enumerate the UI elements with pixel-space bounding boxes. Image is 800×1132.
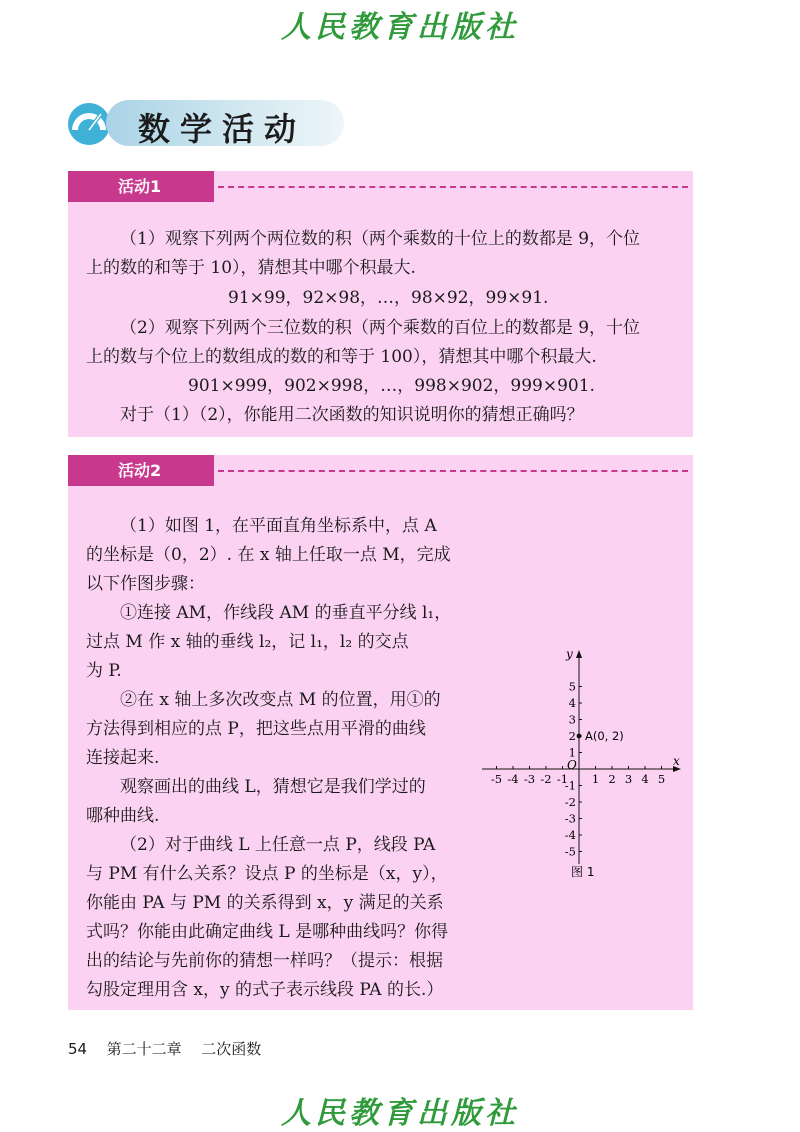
y-tick-label: -5 (564, 844, 576, 859)
activity-2-text-line: 式吗？你能由此确定曲线 L 是哪种曲线吗？你得 (86, 922, 449, 942)
x-tick-label: 2 (608, 772, 616, 786)
activity-2-text-line: 你能由 PA 与 PM 的关系得到 x，y 满足的关系 (86, 893, 444, 913)
point-a (577, 734, 582, 739)
x-tick-label: -3 (523, 772, 536, 786)
y-tick-label: -1 (564, 778, 576, 793)
activity-2-text-line: ①连接 AM，作线段 AM 的垂直平分线 l₁， (120, 603, 452, 623)
activity-1-label: 活动1 (68, 171, 214, 202)
y-tick-label: -4 (564, 828, 576, 842)
publisher-footer: 人民教育出版社 (281, 1096, 519, 1131)
y-tick-label: 2 (568, 729, 576, 743)
x-tick-label: 4 (641, 772, 649, 786)
activity-1-text-line: （1）观察下列两个两位数的积（两个乘数的十位上的数都是 9，个位 (120, 229, 641, 249)
figure-caption: 图 1 (571, 865, 595, 879)
publisher-header: 人民教育出版社 (281, 10, 519, 45)
activity-2-text-line: 与 PM 有什么关系？设点 P 的坐标是（x，y）， (86, 864, 448, 884)
axes (482, 650, 681, 864)
x-axis-label: x (673, 754, 680, 768)
x-tick-label: -1 (556, 772, 569, 786)
activity-2-text-line: 过点 M 作 x 轴的垂线 l₂，记 l₁，l₂ 的交点 (86, 632, 409, 652)
figure-1-coordinate-plane (476, 646, 691, 886)
activity-2-text-line: 的坐标是（0，2）. 在 x 轴上任取一点 M，完成 (86, 545, 451, 565)
x-tick-label: 5 (657, 772, 666, 786)
y-tick-label: 4 (568, 696, 576, 710)
activity-2-divider (218, 470, 688, 472)
activity-2-text-line: 为 P. (86, 661, 122, 681)
x-tick-label: -4 (507, 772, 519, 786)
y-tick-label: -2 (564, 795, 576, 809)
y-axis-arrow (576, 650, 582, 658)
activity-2-text-line: ②在 x 轴上多次改变点 M 的位置，用①的 (120, 690, 441, 710)
origin-label: O (567, 758, 577, 772)
activity-1-text-line: 上的数的和等于 10），猜想其中哪个积最大. (86, 258, 416, 278)
activity-1-divider (218, 186, 688, 188)
activity-1-text-line: （2）观察下列两个三位数的积（两个乘数的百位上的数都是 9，十位 (120, 318, 641, 338)
activity-2-label: 活动2 (68, 455, 214, 486)
activity-2-text-line: 出的结论与先前你的猜想一样吗？（提示：根据 (86, 951, 443, 971)
x-tick-label: 3 (624, 772, 633, 786)
activity-2-text-line: 哪种曲线. (86, 806, 160, 826)
section-title: 数学活动 (138, 110, 307, 148)
chapter-number: 第二十二章 (106, 1040, 182, 1058)
y-tick-label: 5 (568, 679, 576, 694)
activity-2-text-line: 勾股定理用含 x，y 的式子表示线段 PA 的长.） (86, 980, 444, 1000)
activity-1-text-line: 上的数与个位上的数组成的数的和等于 100），猜想其中哪个积最大. (86, 347, 597, 367)
activity-2-text-line: 观察画出的曲线 L，猜想它是我们学过的 (120, 777, 426, 797)
point-a-label: A(0, 2) (585, 729, 624, 743)
section-header (64, 98, 324, 148)
x-tick-label: -2 (540, 772, 552, 786)
activity-2-text-line: 方法得到相应的点 P，把这些点用平滑的曲线 (86, 719, 426, 739)
activity-1-panel (68, 171, 693, 437)
y-axis-label: y (566, 647, 573, 661)
activity-2-text-line: 以下作图步骤： (86, 574, 205, 594)
page-footer (68, 1038, 261, 1059)
x-tick-label: 1 (591, 772, 600, 786)
activity-1-formula: 901×999，902×998，…，998×902，999×901. (188, 376, 595, 396)
y-tick-label: 1 (568, 745, 576, 760)
x-tick-label: -5 (490, 772, 503, 786)
activity-2-text-line: （1）如图 1，在平面直角坐标系中，点 A (120, 516, 437, 536)
chapter-title: 二次函数 (201, 1040, 262, 1058)
activity-1-formula: 91×99，92×98，…，98×92，99×91. (228, 288, 549, 308)
activity-1-question: 对于（1）（2），你能用二次函数的知识说明你的猜想正确吗？ (120, 405, 584, 425)
y-tick-label: 3 (568, 712, 576, 727)
activity-2-text-line: （2）对于曲线 L 上任意一点 P，线段 PA (120, 835, 436, 855)
activity-2-text-line: 连接起来. (86, 748, 160, 768)
y-tick-label: -3 (564, 811, 576, 826)
page-number: 54 (68, 1040, 88, 1058)
